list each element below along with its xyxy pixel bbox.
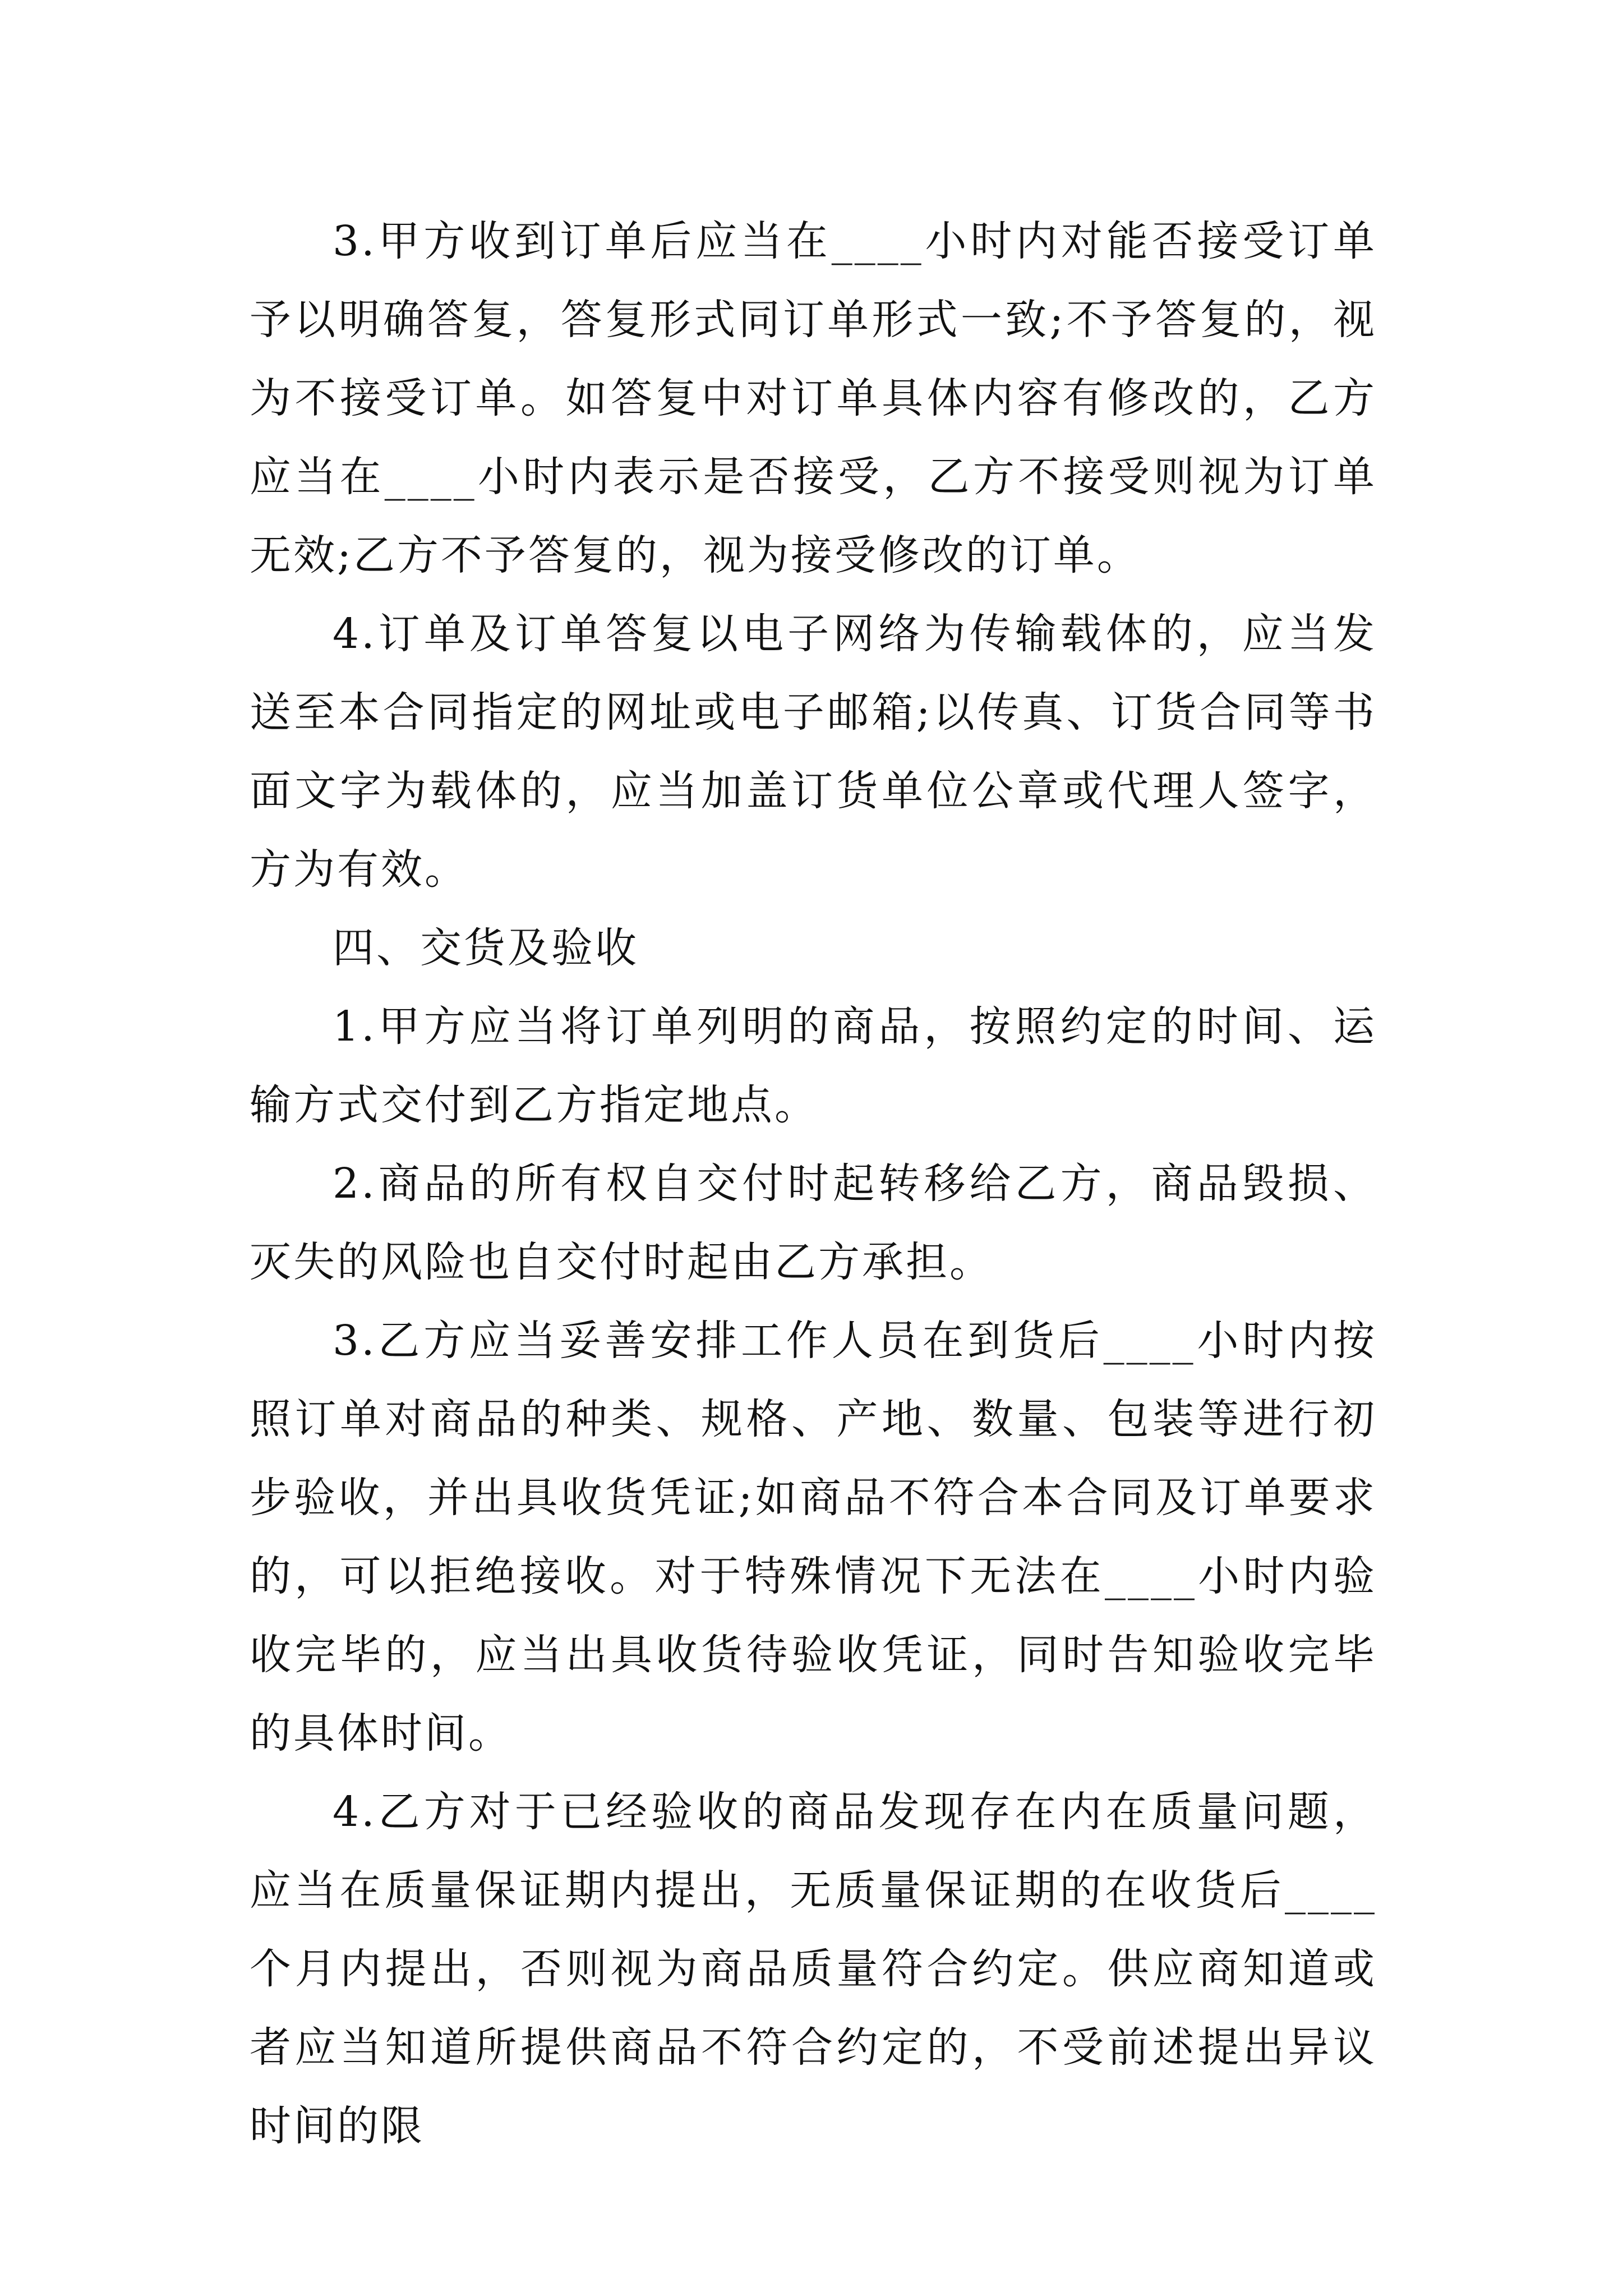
delivery-clause-3: 3.乙方应当妥善安排工作人员在到货后____小时内按照订单对商品的种类、规格、产地、数量、包装等进行初步验收，并出具收货凭证;如商品不符合本合同及订单要求的，可以拒绝接收。对于特殊情况下无法在____小时内验收完毕的，应当出具收货待验收凭证，同时告知验收完毕的具体时间。 bbox=[250, 1317, 1377, 1757]
delivery-clause-1: 1.甲方应当将订单列明的商品，按照约定的时间、运输方式交付到乙方指定地点。 bbox=[250, 1002, 1377, 1129]
document-body bbox=[250, 202, 1377, 2165]
clause-3-order-reply: 3.甲方收到订单后应当在____小时内对能否接受订单予以明确答复，答复形式同订单形式一致;不予答复的，视为不接受订单。如答复中对订单具体内容有修改的，乙方应当在____小时内表示是否接受，乙方不接受则视为订单无效;乙方不予答复的，视为接受修改的订单。 bbox=[250, 217, 1377, 579]
delivery-clause-2: 2.商品的所有权自交付时起转移给乙方，商品毁损、灭失的风险也自交付时起由乙方承担。 bbox=[250, 1159, 1377, 1286]
section-heading-delivery-inspection: 四、交货及验收 bbox=[333, 924, 639, 972]
clause-4-order-transmission: 4.订单及订单答复以电子网络为传输载体的，应当发送至本合同指定的网址或电子邮箱;以传真、订货合同等书面文字为载体的，应当加盖订货单位公章或代理人签字，方为有效。 bbox=[250, 610, 1377, 894]
delivery-clause-4: 4.乙方对于已经验收的商品发现存在内在质量问题，应当在质量保证期内提出，无质量保证期的在收货后____个月内提出，否则视为商品质量符合约定。供应商知道或者应当知道所提供商品不符合约定的，不受前述提出异议时间的限 bbox=[250, 1788, 1377, 2150]
